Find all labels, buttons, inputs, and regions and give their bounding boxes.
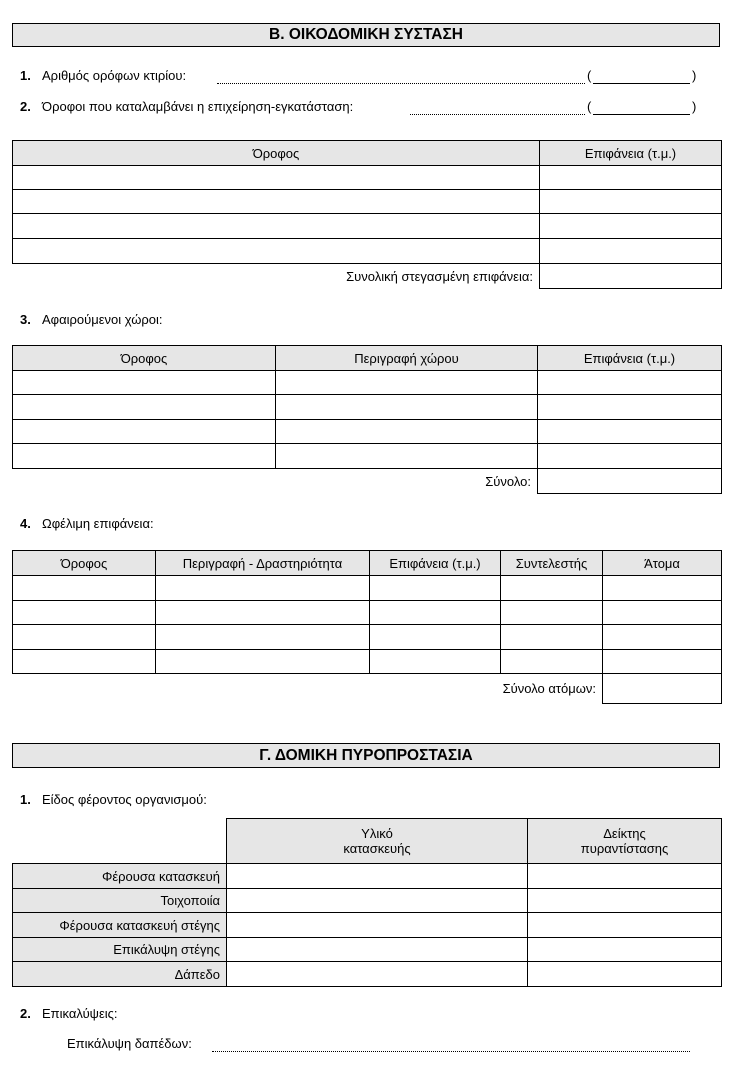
building-floors-field[interactable] xyxy=(217,83,585,84)
description-cell[interactable] xyxy=(156,601,370,625)
description-cell[interactable] xyxy=(276,371,538,395)
floor-cell[interactable] xyxy=(13,576,156,601)
header-line: κατασκευής xyxy=(343,841,411,856)
column-header-coefficient: Συντελεστής xyxy=(501,551,603,576)
description-cell[interactable] xyxy=(276,395,538,420)
fire-resistance-cell[interactable] xyxy=(528,889,722,913)
table-row xyxy=(13,420,722,444)
table-row xyxy=(13,190,722,214)
coefficient-cell[interactable] xyxy=(501,625,603,650)
paren-close: ) xyxy=(692,99,697,114)
floor-cell[interactable] xyxy=(13,166,540,190)
area-cell[interactable] xyxy=(540,214,722,239)
total-persons-label: Σύνολο ατόμων: xyxy=(502,681,596,697)
persons-cell[interactable] xyxy=(603,601,722,625)
fire-resistance-cell[interactable] xyxy=(528,913,722,938)
table-row xyxy=(13,214,722,239)
description-cell[interactable] xyxy=(156,576,370,601)
persons-cell[interactable] xyxy=(603,625,722,650)
floor-covering-field[interactable] xyxy=(212,1051,690,1052)
area-cell[interactable] xyxy=(370,625,501,650)
table-row xyxy=(13,601,722,625)
building-floors-words-field[interactable] xyxy=(593,83,690,84)
floors-table xyxy=(12,140,722,289)
column-header-area: Επιφάνεια (τ.μ.) xyxy=(540,141,722,166)
corner-blank xyxy=(13,819,227,864)
item-number: 1. xyxy=(20,792,31,807)
column-header-area: Επιφάνεια (τ.μ.) xyxy=(538,346,722,371)
floor-cell[interactable] xyxy=(13,420,276,444)
header-line: Υλικό xyxy=(361,826,393,841)
row-header: Φέρουσα κατασκευή xyxy=(13,864,227,889)
item-number: 1. xyxy=(20,68,31,83)
table-row xyxy=(13,913,722,938)
paren-open: ( xyxy=(587,99,592,114)
description-cell[interactable] xyxy=(156,625,370,650)
item-label: Αριθμός ορόφων κτιρίου: xyxy=(42,68,187,83)
row-header: Τοιχοποιία xyxy=(13,889,227,913)
column-header-fire-resistance xyxy=(528,819,722,864)
column-header-area: Επιφάνεια (τ.μ.) xyxy=(370,551,501,576)
area-cell[interactable] xyxy=(540,166,722,190)
section-b-title: Β. ΟΙΚΟΔΟΜΙΚΗ ΣΥΣΤΑΣΗ xyxy=(12,23,720,47)
material-cell[interactable] xyxy=(227,889,528,913)
table-row xyxy=(13,166,722,190)
row-header: Φέρουσα κατασκευή στέγης xyxy=(13,913,227,938)
item-label: Είδος φέροντος οργανισμού: xyxy=(42,792,207,807)
item-coverings xyxy=(20,1006,118,1021)
structure-table xyxy=(12,818,722,987)
total-covered-area-label: Συνολική στεγασμένη επιφάνεια: xyxy=(346,268,533,284)
area-cell[interactable] xyxy=(370,576,501,601)
floor-cell[interactable] xyxy=(13,371,276,395)
item-number: 3. xyxy=(20,312,31,327)
floor-cell[interactable] xyxy=(13,601,156,625)
total-row xyxy=(13,264,722,289)
item-building-floors xyxy=(20,68,186,83)
area-cell[interactable] xyxy=(538,371,722,395)
item-label: Αφαιρούμενοι χώροι: xyxy=(42,312,163,327)
row-header: Επικάλυψη στέγης xyxy=(13,938,227,962)
occupied-floors-field[interactable] xyxy=(410,114,585,115)
total-row xyxy=(13,469,722,494)
fire-resistance-cell[interactable] xyxy=(528,864,722,889)
item-deducted-spaces xyxy=(20,312,163,327)
coefficient-cell[interactable] xyxy=(501,576,603,601)
description-cell[interactable] xyxy=(276,444,538,469)
item-label: Ωφέλιμη επιφάνεια: xyxy=(42,516,154,531)
table-row xyxy=(13,962,722,987)
area-cell[interactable] xyxy=(540,239,722,264)
area-cell[interactable] xyxy=(370,601,501,625)
paren-open: ( xyxy=(587,68,592,83)
deducted-spaces-table xyxy=(12,345,722,494)
table-row xyxy=(13,938,722,962)
item-label: Όροφοι που καταλαμβάνει η επιχείρηση-εγκατάσταση: xyxy=(42,99,354,114)
item-number: 2. xyxy=(20,1006,31,1021)
floor-cell[interactable] xyxy=(13,190,540,214)
table-row xyxy=(13,576,722,601)
item-label: Επικαλύψεις: xyxy=(42,1006,118,1021)
item-number: 4. xyxy=(20,516,31,531)
area-cell[interactable] xyxy=(538,420,722,444)
area-cell[interactable] xyxy=(538,444,722,469)
floor-covering-label: Επικάλυψη δαπέδων: xyxy=(67,1036,192,1051)
occupied-floors-words-field[interactable] xyxy=(593,114,690,115)
column-header-floor: Όροφος xyxy=(13,551,156,576)
section-g-title: Γ. ΔΟΜΙΚΗ ΠΥΡΟΠΡΟΣΤΑΣΙΑ xyxy=(12,743,720,768)
material-cell[interactable] xyxy=(227,938,528,962)
floor-cell[interactable] xyxy=(13,625,156,650)
persons-cell[interactable] xyxy=(603,650,722,674)
persons-cell[interactable] xyxy=(603,576,722,601)
table-row xyxy=(13,444,722,469)
table-row xyxy=(13,889,722,913)
column-header-description: Περιγραφή χώρου xyxy=(276,346,538,371)
column-header-floor: Όροφος xyxy=(13,141,540,166)
area-cell[interactable] xyxy=(538,395,722,420)
total-persons-cell[interactable] xyxy=(603,674,722,704)
floor-cell[interactable] xyxy=(13,444,276,469)
row-header: Δάπεδο xyxy=(13,962,227,987)
table-row xyxy=(13,650,722,674)
header-line: Δείκτης xyxy=(603,826,646,841)
total-row xyxy=(13,674,722,704)
fire-resistance-cell[interactable] xyxy=(528,938,722,962)
item-load-bearing-structure xyxy=(20,792,207,807)
column-header-persons: Άτομα xyxy=(603,551,722,576)
deducted-total-cell[interactable] xyxy=(538,469,722,494)
table-row xyxy=(13,239,722,264)
item-useful-area xyxy=(20,516,154,531)
deducted-total-label: Σύνολο: xyxy=(485,473,531,489)
material-cell[interactable] xyxy=(227,913,528,938)
description-cell[interactable] xyxy=(156,650,370,674)
item-number: 2. xyxy=(20,99,31,114)
table-row xyxy=(13,371,722,395)
useful-area-table xyxy=(12,550,722,704)
fire-resistance-cell[interactable] xyxy=(528,962,722,987)
floor-cell[interactable] xyxy=(13,214,540,239)
material-cell[interactable] xyxy=(227,962,528,987)
header-line: πυραντίστασης xyxy=(580,841,669,856)
description-cell[interactable] xyxy=(276,420,538,444)
area-cell[interactable] xyxy=(540,190,722,214)
floor-cell[interactable] xyxy=(13,239,540,264)
column-header-material xyxy=(227,819,528,864)
item-occupied-floors xyxy=(20,99,353,114)
column-header-floor: Όροφος xyxy=(13,346,276,371)
coefficient-cell[interactable] xyxy=(501,650,603,674)
table-row xyxy=(13,395,722,420)
area-cell[interactable] xyxy=(370,650,501,674)
table-row xyxy=(13,625,722,650)
total-covered-area-cell[interactable] xyxy=(540,264,722,289)
floor-cell[interactable] xyxy=(13,395,276,420)
floor-cell[interactable] xyxy=(13,650,156,674)
table-row xyxy=(13,864,722,889)
column-header-description-activity: Περιγραφή - Δραστηριότητα xyxy=(156,551,370,576)
material-cell[interactable] xyxy=(227,864,528,889)
coefficient-cell[interactable] xyxy=(501,601,603,625)
paren-close: ) xyxy=(692,68,697,83)
